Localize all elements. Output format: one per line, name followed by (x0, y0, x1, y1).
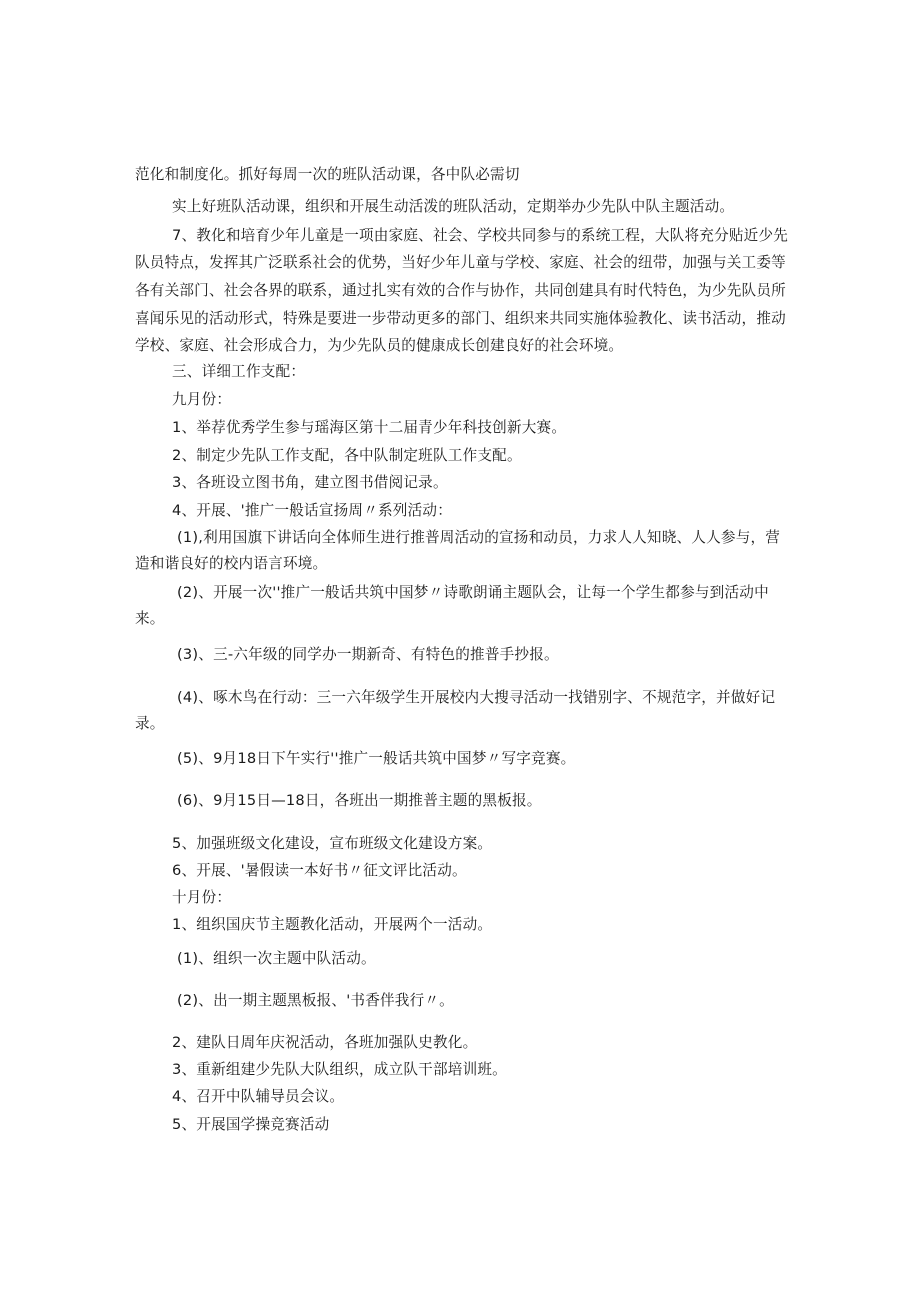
text-line: 造和谐良好的校内语言环境。 (135, 555, 328, 572)
month-heading: 九月份： (172, 391, 232, 408)
list-item: 4、召开中队辅导员会议。 (172, 1088, 345, 1105)
list-item: 3、重新组建少先队大队组织，成立队干部培训班。 (172, 1061, 507, 1078)
list-item: 6、开展、'暑假读一本好书〃征文评比活动。 (172, 862, 467, 879)
text-line: 7、教化和培育少年儿童是一项由家庭、社会、学校共同参与的系统工程，大队将充分贴近少先 (172, 227, 789, 244)
text-line: 队员特点，发挥其广泛联系社会的优势，当好少年儿童与学校、家庭、社会的纽带，加强与关工委等 (135, 254, 786, 271)
list-item: 2、制定少先队工作支配，各中队制定班队工作支配。 (172, 447, 522, 464)
list-item: 5、开展国学操竞赛活动 (172, 1116, 330, 1133)
text-line: 学校、家庭、社会形成合力，为少先队员的健康成长创建良好的社会环境。 (135, 337, 624, 354)
list-item: 5、加强班级文化建设，宣布班级文化建设方案。 (172, 835, 493, 852)
sub-list-item: (1)、组织一次主题中队活动。 (177, 950, 376, 967)
sub-list-item: (4)、啄木鸟在行动：三一六年级学生开展校内大搜寻活动一找错别字、不规范字，并做好记 (177, 689, 776, 706)
text-line: 喜闻乐见的活动形式，特殊是要进一步带动更多的部门、组织来共同实施体验教化、读书活动，推动 (135, 310, 786, 327)
list-item: 1、举荐优秀学生参与瑶海区第十二届青少年科技创新大赛。 (172, 419, 567, 436)
sub-list-item: (6)、9月15日—18日，各班出一期推普主题的黑板报。 (177, 792, 542, 809)
text-line: 各有关部门、社会各界的联系，通过扎实有效的合作与协作，共同创建具有时代特色，为少先队员所 (135, 282, 786, 299)
sub-list-item: (2)、出一期主题黑板报、'书香伴我行〃。 (177, 992, 454, 1009)
text-line: 来。 (135, 610, 165, 627)
month-heading: 十月份： (172, 889, 232, 906)
sub-list-item: (3)、三-六年级的同学办一期新奇、有特色的推普手抄报。 (177, 646, 559, 663)
list-item: 2、建队日周年庆祝活动，各班加强队史教化。 (172, 1034, 478, 1051)
text-line: 录。 (135, 715, 165, 732)
sub-list-item: (5)、9月18日下午实行''推广一般话共筑中国梦〃写字竞赛。 (177, 750, 576, 767)
list-item: 4、开展、'推广一般话宣扬周〃系列活动： (172, 502, 452, 519)
sub-list-item: (2)、开展一次''推广一般话共筑中国梦〃诗歌朗诵主题队会，让每一个学生都参与到活动中 (177, 584, 769, 601)
sub-list-item: (1),利用国旗下讲话向全体师生进行推普周活动的宣扬和动员，力求人人知晓、人人参与，营 (177, 529, 781, 546)
text-line: 实上好班队活动课，组织和开展生动活泼的班队活动，定期举办少先队中队主题活动。 (172, 198, 735, 215)
text-line: 范化和制度化。抓好每周一次的班队活动课，各中队必需切 (135, 166, 520, 183)
section-heading: 三、详细工作支配： (172, 363, 306, 380)
list-item: 3、各班设立图书角，建立图书借阅记录。 (172, 474, 448, 491)
list-item: 1、组织国庆节主题教化活动，开展两个一活动。 (172, 916, 493, 933)
